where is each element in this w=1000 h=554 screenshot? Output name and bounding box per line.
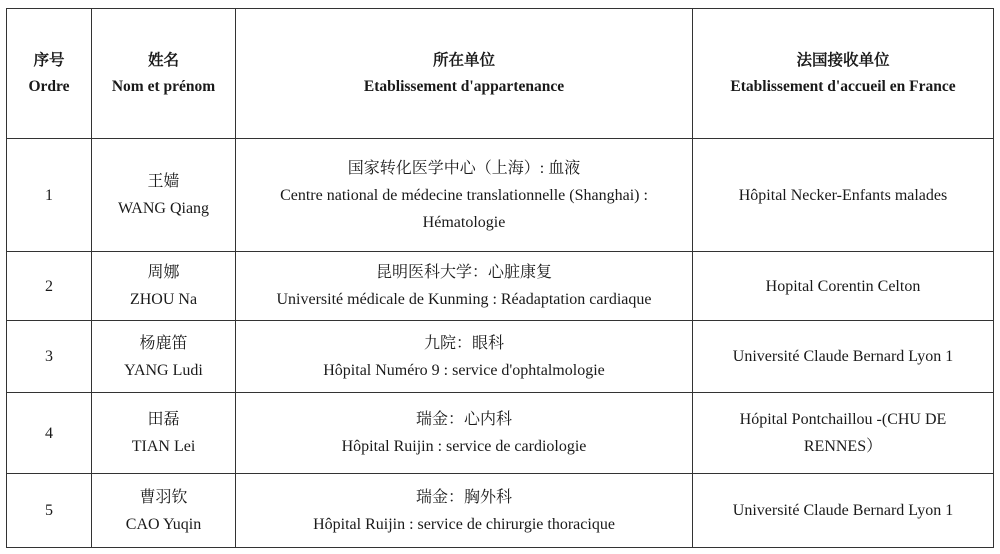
origin-cell (236, 474, 693, 548)
table-row (7, 393, 994, 474)
table-row (7, 321, 994, 393)
name-cell (92, 393, 236, 474)
name-cell (92, 139, 236, 252)
name-cell (92, 252, 236, 321)
header-name-zh: 姓名 (147, 51, 179, 69)
host-line: RENNES） (803, 438, 883, 455)
origin-line: 九院：眼科 (423, 334, 504, 352)
host-line: Université Claude Bernard Lyon 1 (732, 348, 954, 365)
name-zh: 曹羽钦 (139, 488, 188, 506)
name-fr: ZHOU Na (129, 291, 198, 308)
host-line: Université Claude Bernard Lyon 1 (732, 502, 954, 519)
origin-line: Centre national de médecine translationnelle (Shanghai) : (280, 186, 648, 204)
name-cell (92, 474, 236, 548)
header-host (693, 9, 994, 139)
origin-line: 瑞金：心内科 (415, 411, 512, 428)
origin-cell (236, 321, 693, 393)
origin-line: Hôpital Numéro 9 : service d'ophtalmologie (323, 361, 605, 379)
header-order-fr: Ordre (28, 77, 70, 95)
header-name (92, 9, 236, 139)
header-order-zh: 序号 (33, 51, 65, 69)
origin-cell (236, 139, 693, 252)
origin-line: Hôpital Ruijin : service de cardiologie (341, 438, 587, 455)
origin-line: Hôpital Ruijin : service de chirurgie thoracique (313, 515, 615, 533)
table-row (7, 474, 994, 548)
origin-line: 昆明医科大学：心脏康复 (375, 264, 552, 281)
table-row (7, 252, 994, 321)
header-origin-fr: Etablissement d'appartenance (363, 77, 565, 95)
origin-cell (236, 393, 693, 474)
name-zh: 周娜 (147, 264, 180, 281)
name-fr: CAO Yuqin (125, 515, 202, 533)
host-cell (693, 393, 994, 474)
participants-table-container (6, 8, 993, 548)
header-origin (236, 9, 693, 139)
name-zh: 杨鹿笛 (139, 334, 188, 352)
header-name-fr: Nom et prénom (111, 77, 216, 95)
origin-cell (236, 252, 693, 321)
host-cell (693, 474, 994, 548)
origin-line: Université médicale de Kunming : Réadaptation cardiaque (276, 291, 652, 308)
order-cell: 4 (7, 393, 92, 474)
order-cell: 1 (7, 139, 92, 252)
header-host-fr: Etablissement d'accueil en France (730, 77, 956, 95)
header-order (7, 9, 92, 139)
host-line: Hopital Corentin Celton (765, 277, 921, 295)
host-cell (693, 252, 994, 321)
order-cell: 5 (7, 474, 92, 548)
name-zh: 王嫱 (147, 173, 180, 190)
origin-line: Hématologie (422, 213, 506, 231)
name-fr: WANG Qiang (117, 200, 210, 217)
order-cell: 2 (7, 252, 92, 321)
host-cell (693, 139, 994, 252)
name-cell (92, 321, 236, 393)
header-host-zh: 法国接收单位 (796, 51, 890, 69)
origin-line: 国家转化医学中心（上海）: 血液 (347, 159, 581, 177)
host-line: Hôpital Necker-Enfants malades (738, 186, 948, 204)
name-fr: TIAN Lei (131, 438, 196, 455)
order-cell: 3 (7, 321, 92, 393)
name-zh: 田磊 (147, 411, 180, 428)
host-line: Hópital Pontchaillou -(CHU DE (739, 411, 947, 428)
name-fr: YANG Ludi (124, 361, 203, 379)
participants-table (6, 8, 994, 548)
table-row (7, 139, 994, 252)
host-cell (693, 321, 994, 393)
table-header-row (7, 9, 994, 139)
header-origin-zh: 所在单位 (432, 51, 495, 69)
origin-line: 瑞金：胸外科 (415, 488, 512, 506)
